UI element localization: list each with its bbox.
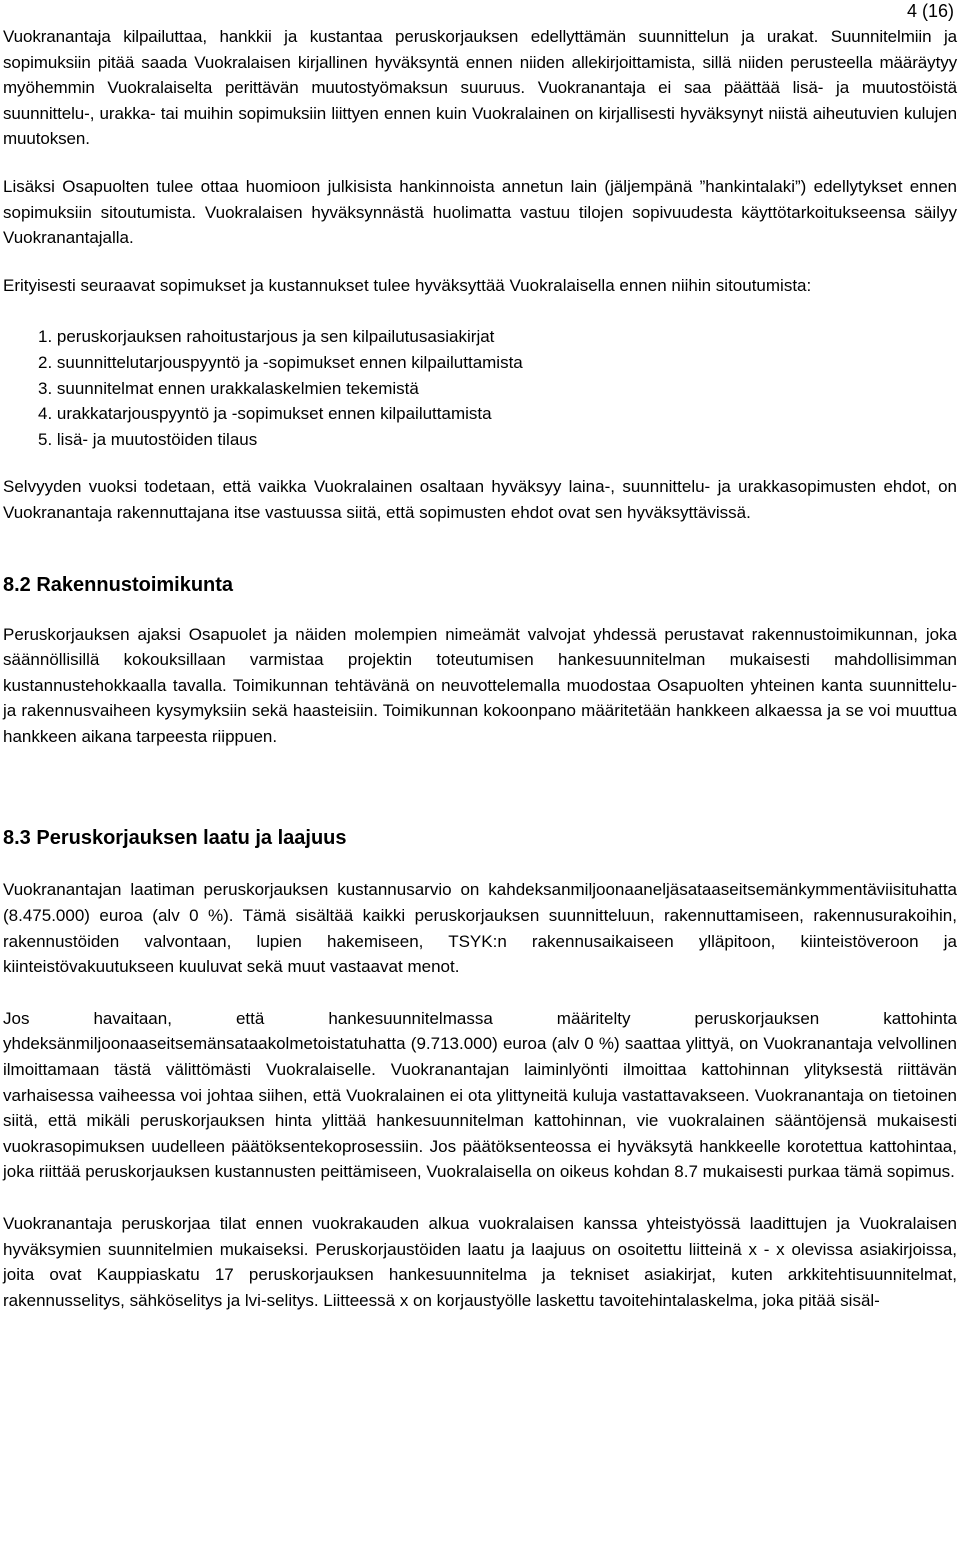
list-item: 4. urakkatarjouspyyntö ja -sopimukset ennen kilpailuttamista [38, 404, 492, 424]
list-item: 2. suunnittelutarjouspyyntö ja -sopimukset ennen kilpailuttamista [38, 352, 523, 372]
list-item: 5. lisä- ja muutostöiden tilaus [38, 429, 258, 449]
paragraph-clarity: Selvyyden vuoksi todetaan, että vaikka Vuokralainen osaltaan hyväksyy laina-, suunnittelu- ja urakkasopimusten ehdot, on Vuokranantaja rakennuttajana itse vastuussa siitä, että sopimusten ehdot ovat sen hyväksyttävissä. [3, 477, 957, 522]
document-body [3, 24, 957, 1313]
paragraph-competition: Vuokranantaja kilpailuttaa, hankkii ja kustantaa peruskorjauksen edellyttämän suunnittelun ja urakat. Suunnitelmiin ja sopimuksiin pitää saada Vuokralaisen kirjallinen hyväksyntä ennen niiden allekirjoittamista, sillä niiden perusteella määräytyy myöhemmin Vuokralaiselta perittävän muutostyömaksun suuruus. Vuokranantaja ei saa päättää lisä- ja muutostöistä suunnittelu-, urakka- tai muihin sopimuksiin liittyen ennen kuin Vuokralainen on kirjallisesti hyväksynyt niistä aiheutuvien kulujen muutoksen. [3, 27, 957, 149]
section-heading-8-2: 8.2 Rakennustoimikunta [3, 573, 234, 596]
paragraph-price-ceiling: Jos havaitaan, että hankesuunnitelmassa määritelty peruskorjauksen kattohinta yhdeksänmiljoonaaseitsemänsataakolmetoistatuhatta (9.713.000) euroa (alv 0 %) saattaa ylittyä, on Vuokranantaja velvollinen ilmoittamaan tästä välittömästi Vuokralaiselle. Vuokranantajan laiminlyönti ilmoittaa kattohinnan ylityksestä riittävän varhaisessa vaiheessa voi johtaa siihen, että Vuokralainen ei ota ylittyneitä kuluja vastattavakseen. Vuokranantaja on tietoinen siitä, että mikäli peruskorjauksen hinta ylittää hankesuunnitelman kattohinnan, vie vuokralainen sääntöjensä mukaisesti vuokrasopimuksen uudelleen päätöksentekoprosessiin. Jos päätöksenteossa ei hyväksytä hankkeelle korotettua kattohintaa, joka riittää peruskorjauksen kustannusten peittämiseen, Vuokralaisella on oikeus kohdan 8.7 mukaisesti purkaa tämä sopimus. [3, 1008, 957, 1182]
list-item: 1. peruskorjauksen rahoitustarjous ja sen kilpailutusasiakirjat [38, 327, 495, 347]
paragraph-quality-scope: Vuokranantaja peruskorjaa tilat ennen vuokrakauden alkua vuokralaisen kanssa yhteistyössä laadittujen ja Vuokralaisen hyväksymien suunnitelmien mukaiseksi. Peruskorjaustöiden laatu ja laajuus on osoitettu liitteinä x - x olevissa asiakirjoissa, joita ovat Kauppiaskatu 17 peruskorjauksen hankesuunnitelma ja tekniset asiakirjat, kuten arkkitehtisuunnitelmat, rakennusselitys, sähköselitys ja lvi-selitys. Liitteessä x on korjaustyölle laskettu tavoitehintalaskelma, joka pitää sisäl- [3, 1214, 957, 1310]
paragraph-cost-estimate: Vuokranantajan laatiman peruskorjauksen kustannusarvio on kahdeksanmiljoonaaneljäsataaseitsemänkymmentäviisituhatta (8.475.000) euroa (alv 0 %). Tämä sisältää kaikki peruskorjauksen suunnitteluun, rakennuttamiseen, rakennusurakoihin, rakennustöiden valvontaan, lupien hakemiseen, TSYK:n rakennusaikaiseen ylläpitoon, kiinteistöveroon ja kiinteistövakuutukseen kuuluvat sekä muut vastaavat menot. [3, 880, 957, 977]
section-heading-8-3: 8.3 Peruskorjauksen laatu ja laajuus [3, 827, 347, 850]
approval-list [3, 324, 957, 452]
list-item: 3. suunnitelmat ennen urakkalaskelmien tekemistä [38, 378, 419, 398]
paragraph-approval-required: Erityisesti seuraavat sopimukset ja kustannukset tulee hyväksyttää Vuokralaisella ennen niihin sitoutumista: [3, 275, 812, 295]
page-number: 4 (16) [906, 1, 954, 21]
paragraph-construction-committee: Peruskorjauksen ajaksi Osapuolet ja näiden molempien nimeämät valvojat yhdessä perustavat rakennustoimikunnan, joka säännöllisillä kokouksillaan varmistaa projektin toteutumisen hankesuunnitelman mukaisesti mahdollisimman kustannustehokkaalla tavalla. Toimikunnan tehtävänä on neuvottelemalla muodostaa Osapuolten yhteinen kanta suunnittelu- ja rakennusvaiheen kysymyksiin sekä haasteisiin. Toimikunnan kokoonpano määritetään hankkeen alkaessa ja se voi muuttua hankkeen aikana tarpeesta riippuen. [3, 624, 957, 746]
paragraph-procurement-law: Lisäksi Osapuolten tulee ottaa huomioon julkisista hankinnoista annetun lain (jäljempänä ”hankintalaki”) edellytykset ennen sopimuksiin sitoutumista. Vuokralaisen hyväksynnästä huolimatta vastuu tilojen sopivuudesta käyttötarkoitukseensa säilyy Vuokranantajalla. [3, 176, 957, 248]
